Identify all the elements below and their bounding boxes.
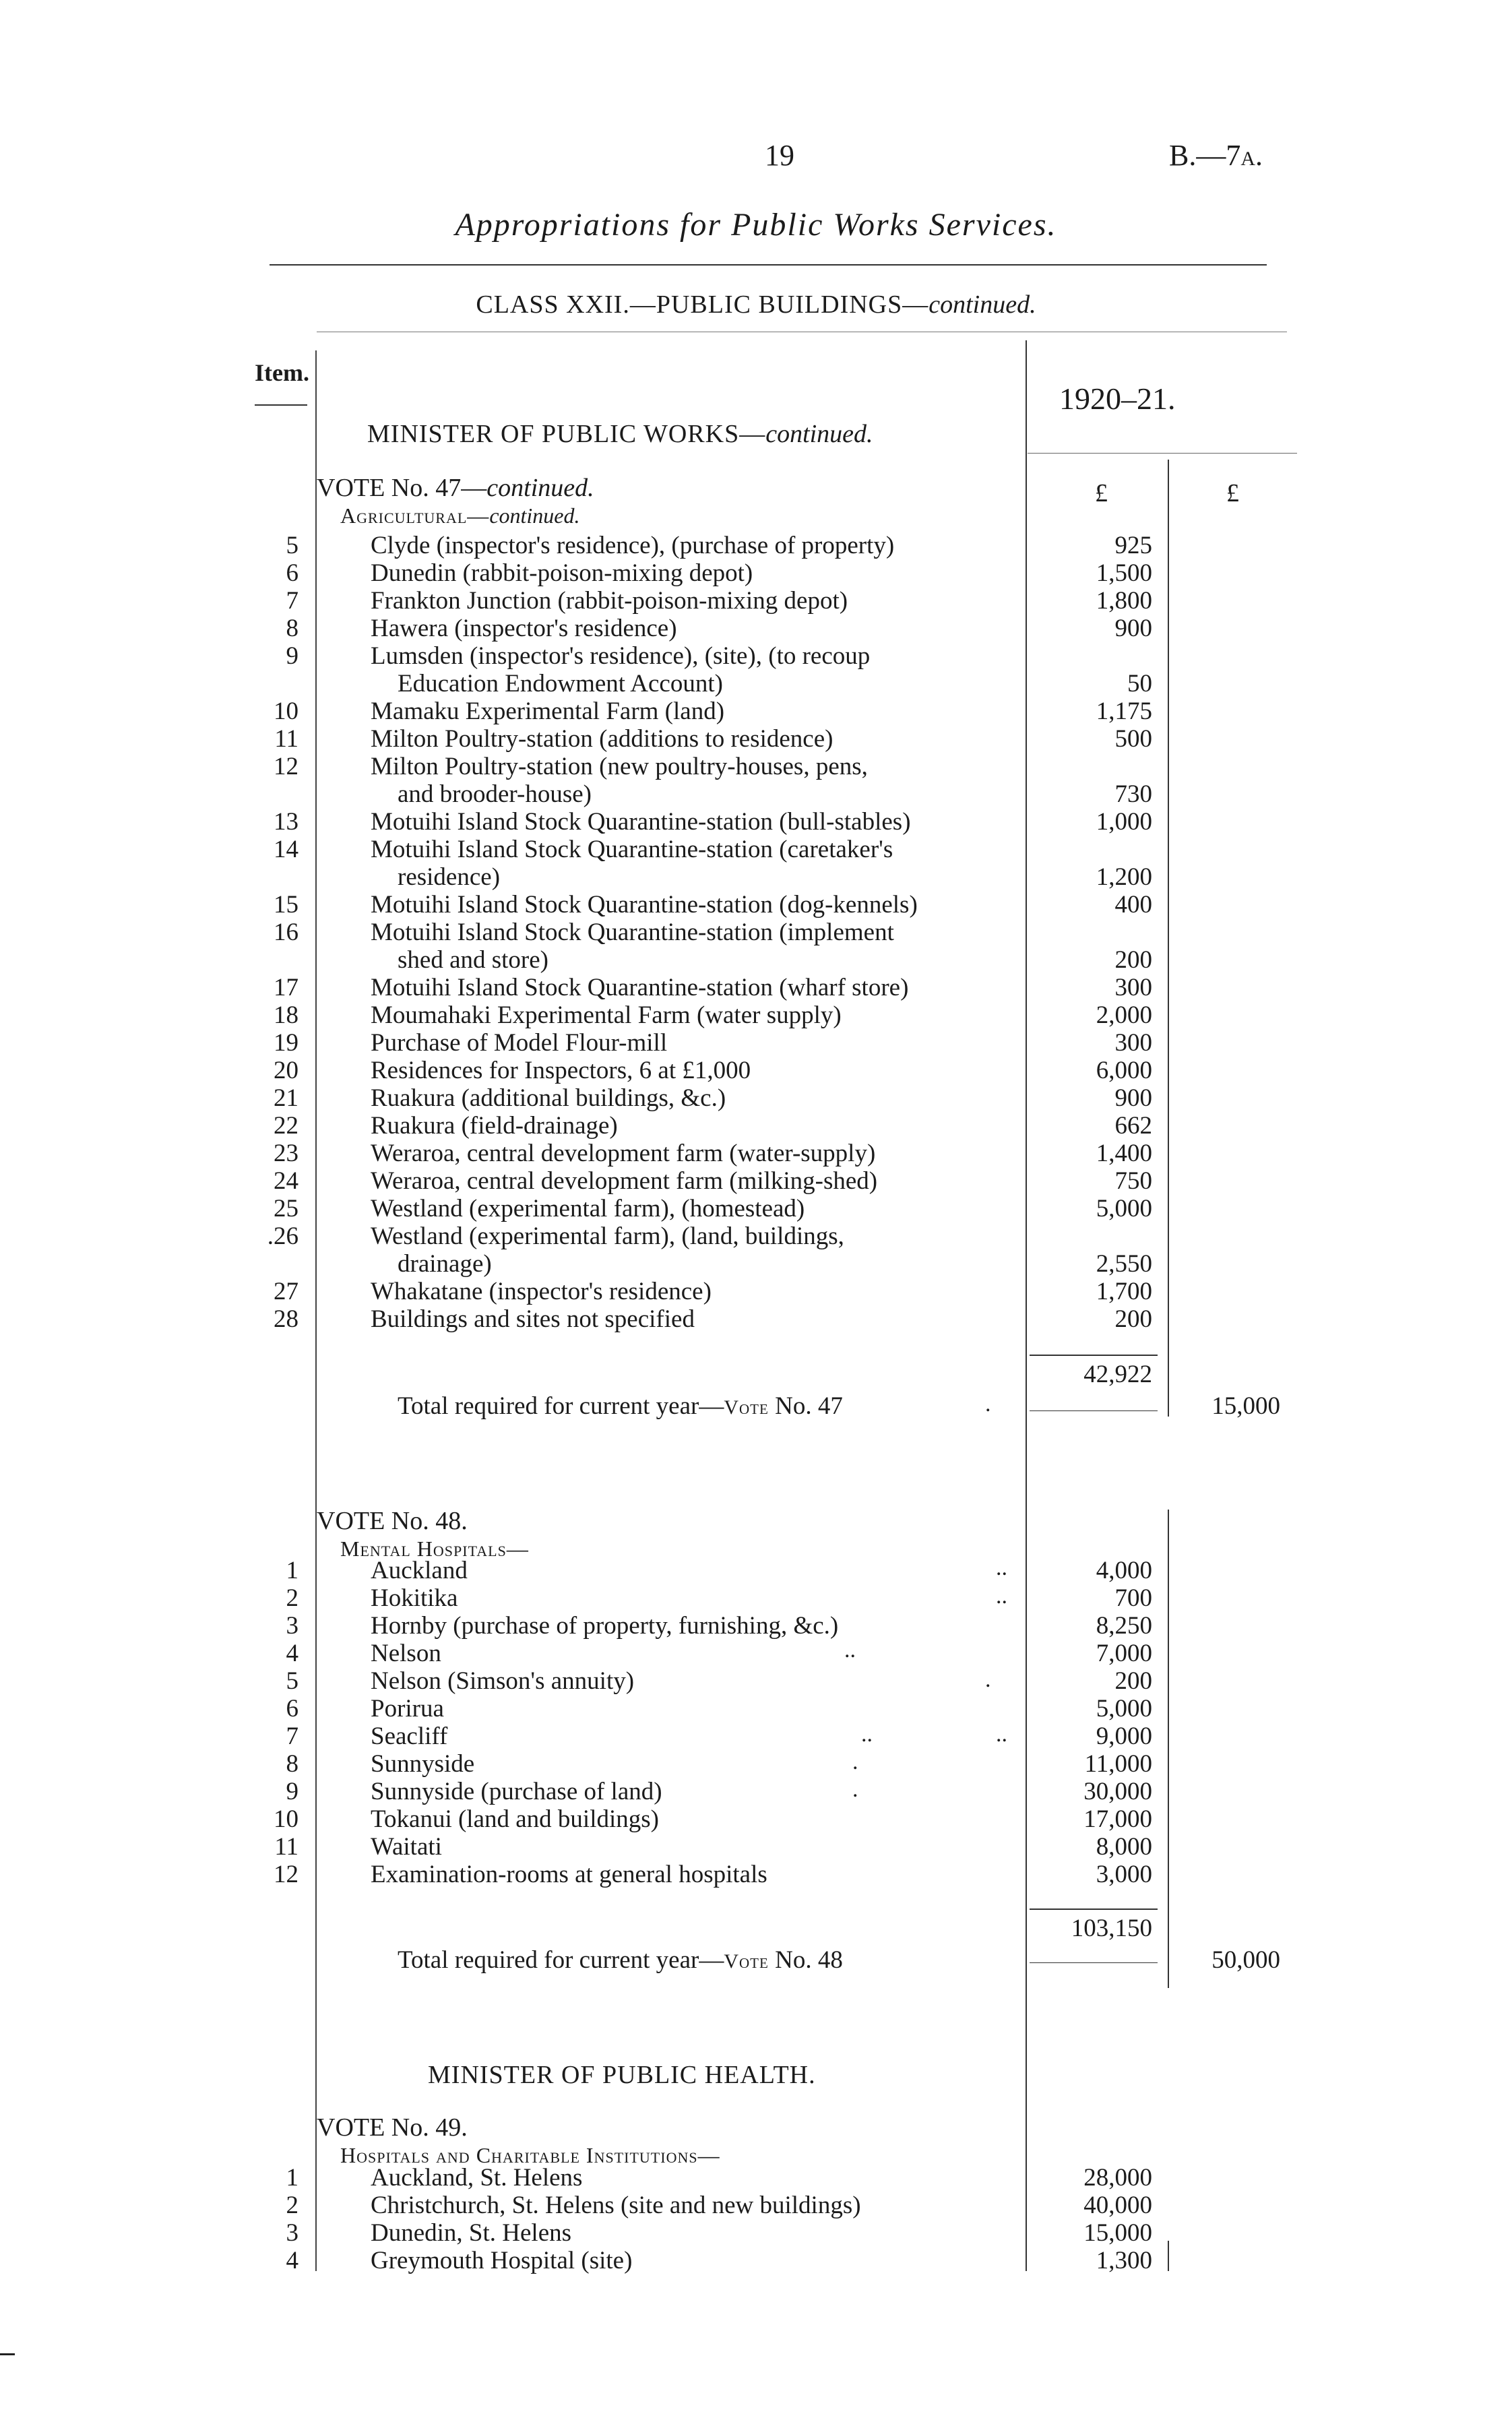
item-amount: 9,000 [1096, 1723, 1152, 1750]
item-description: Hokitika [371, 1584, 458, 1612]
item-number: 12 [274, 753, 298, 780]
item-number: 12 [274, 1861, 298, 1888]
table-row [0, 1278, 1512, 1306]
item-description: Motuihi Island Stock Quarantine-station (caretaker's [371, 836, 893, 863]
item-description: Hawera (inspector's residence) [371, 615, 677, 642]
item-amount: 700 [1114, 1584, 1152, 1612]
item-number: 20 [274, 1057, 298, 1084]
item-description: Ruakura (additional buildings, &c.) [371, 1084, 726, 1112]
total-vote-48-label: Total required for current year—Vote No. 48 [398, 1946, 843, 1974]
table-row [0, 836, 1512, 892]
total-vote-47-value: 15,000 [1211, 1392, 1280, 1420]
item-amount: 4,000 [1096, 1557, 1152, 1584]
item-number: 4 [286, 1640, 298, 1667]
table-row [0, 588, 1512, 615]
item-description: Sunnyside (purchase of land) [371, 1778, 662, 1805]
item-number: 6 [286, 559, 298, 587]
agricultural-subheading: Agricultural—continued. [340, 503, 580, 528]
mental-hospitals-subheading: Mental Hospitals— [340, 1537, 529, 1561]
item-amount: 1,175 [1096, 697, 1152, 725]
dot-leader: .. [996, 1584, 1007, 1609]
table-row [0, 919, 1512, 974]
hospitals-subheading: Hospitals and Charitable Institutions— [340, 2143, 720, 2167]
item-amount: 925 [1114, 532, 1152, 559]
item-number: 15 [274, 891, 298, 919]
item-description: Auckland, St. Helens [371, 2164, 583, 2192]
subtotal-rule-1 [1030, 1355, 1158, 1356]
table-row [0, 1723, 1512, 1751]
item-amount: 2,000 [1096, 1001, 1152, 1029]
subtotal-vote-47: 42,922 [1083, 1361, 1152, 1388]
item-description: Moumahaki Experimental Farm (water supply) [371, 1001, 842, 1029]
item-number: 11 [274, 1833, 298, 1861]
currency-symbol-1: £ [1095, 479, 1108, 507]
item-description: Ruakura (field-drainage) [371, 1112, 618, 1140]
title-rule [270, 264, 1267, 266]
page-number: 19 [765, 139, 794, 172]
item-number: 9 [286, 1778, 298, 1805]
item-amount: 7,000 [1096, 1640, 1152, 1667]
item-amount: 662 [1114, 1112, 1152, 1140]
item-number: 27 [274, 1278, 298, 1305]
item-amount: 750 [1114, 1167, 1152, 1195]
item-amount: 28,000 [1083, 2164, 1152, 2192]
item-description: Frankton Junction (rabbit-poison-mixing depot) [371, 587, 848, 615]
item-description: residence) [398, 863, 501, 891]
item-description: Weraroa, central development farm (milking-shed) [371, 1167, 878, 1195]
item-number: 8 [286, 615, 298, 642]
table-row [0, 892, 1512, 919]
subtotal-rule-2 [1030, 1909, 1158, 1910]
table-row [0, 1002, 1512, 1030]
item-description: Whakatane (inspector's residence) [371, 1278, 712, 1305]
item-description: Buildings and sites not specified [371, 1305, 695, 1333]
item-number: 4 [286, 2247, 298, 2274]
total-rule-1 [1030, 1410, 1158, 1411]
item-amount: 1,200 [1096, 863, 1152, 891]
table-row [0, 615, 1512, 643]
item-number: 17 [274, 974, 298, 1001]
item-number: 11 [274, 725, 298, 753]
table-row [0, 1113, 1512, 1140]
item-description: Nelson (Simson's annuity) [371, 1667, 635, 1695]
table-row [0, 753, 1512, 809]
item-description: Dunedin, St. Helens [371, 2219, 572, 2247]
item-amount: 11,000 [1084, 1750, 1152, 1778]
item-amount: 200 [1114, 946, 1152, 974]
vote-47-heading: VOTE No. 47—continued. [317, 474, 594, 502]
table-row [0, 1806, 1512, 1834]
item-number: 7 [286, 1723, 298, 1750]
item-description: Waitati [371, 1833, 442, 1861]
table-row [0, 1030, 1512, 1057]
minister-heading-works: MINISTER OF PUBLIC WORKS—continued. [367, 420, 873, 448]
item-amount: 8,250 [1096, 1612, 1152, 1640]
item-description: Education Endowment Account) [398, 670, 723, 697]
item-description: Tokanui (land and buildings) [371, 1805, 659, 1833]
item-amount: 1,800 [1096, 587, 1152, 615]
item-description: Motuihi Island Stock Quarantine-station (wharf store) [371, 974, 909, 1001]
dot-leader: . [852, 1777, 858, 1802]
table-row [0, 560, 1512, 588]
item-number: 9 [286, 642, 298, 670]
item-number: 16 [274, 919, 298, 946]
item-description: Sunnyside [371, 1750, 475, 1778]
item-amount: 15,000 [1083, 2219, 1152, 2247]
dot-leader: . [985, 1667, 991, 1692]
item-amount: 730 [1114, 780, 1152, 808]
item-number: 7 [286, 587, 298, 615]
table-row [0, 1640, 1512, 1668]
page-title: Appropriations for Public Works Services. [455, 207, 1057, 243]
table-row [0, 1613, 1512, 1640]
dot-leader: .. [996, 1722, 1007, 1747]
item-column-header: Item. [255, 359, 309, 386]
table-row [0, 1223, 1512, 1278]
item-description: Nelson [371, 1640, 441, 1667]
year-header-rule [1028, 453, 1297, 454]
item-description: Examination-rooms at general hospitals [371, 1861, 767, 1888]
table-row [0, 1834, 1512, 1861]
item-number: 5 [286, 1667, 298, 1695]
item-description: Weraroa, central development farm (water-supply) [371, 1140, 876, 1167]
item-description: Porirua [371, 1695, 444, 1723]
total-vote-47-label: Total required for current year—Vote No. 47 [398, 1392, 843, 1420]
item-amount: 300 [1114, 1029, 1152, 1057]
subtotal-vote-48: 103,150 [1071, 1915, 1152, 1942]
item-description: Residences for Inspectors, 6 at £1,000 [371, 1057, 751, 1084]
item-description: Milton Poultry-station (new poultry-houses, pens, [371, 753, 868, 780]
item-header-rule [255, 404, 307, 406]
item-number: 6 [286, 1695, 298, 1723]
item-description: Westland (experimental farm), (homestead) [371, 1195, 805, 1222]
item-number: 8 [286, 1750, 298, 1778]
table-row [0, 698, 1512, 726]
item-description: Lumsden (inspector's residence), (site), (to recoup [371, 642, 871, 670]
item-number: 10 [274, 1805, 298, 1833]
item-amount: 5,000 [1096, 1695, 1152, 1723]
item-number: 28 [274, 1305, 298, 1333]
item-amount: 40,000 [1083, 2192, 1152, 2219]
table-row [0, 1140, 1512, 1168]
item-number: 22 [274, 1112, 298, 1140]
table-row [0, 1668, 1512, 1696]
dot-leader: .. [996, 1555, 1007, 1580]
class-heading: CLASS XXII.—PUBLIC BUILDINGS—continued. [476, 290, 1036, 319]
item-number: 21 [274, 1084, 298, 1112]
item-amount: 50 [1127, 670, 1152, 697]
item-number: 13 [274, 808, 298, 836]
item-number: 1 [286, 1557, 298, 1584]
item-amount: 5,000 [1096, 1195, 1152, 1222]
item-amount: 1,700 [1096, 1278, 1152, 1305]
item-amount: 200 [1114, 1667, 1152, 1695]
item-amount: 3,000 [1096, 1861, 1152, 1888]
table-row [0, 1196, 1512, 1223]
item-number: 2 [286, 1584, 298, 1612]
table-row [0, 1696, 1512, 1723]
item-description: Seacliff [371, 1723, 448, 1750]
year-column-header: 1920–21. [1059, 381, 1176, 416]
item-description: Westland (experimental farm), (land, buildings, [371, 1222, 844, 1250]
margin-mark [0, 2353, 15, 2355]
table-row [0, 1557, 1512, 1585]
item-description: Greymouth Hospital (site) [371, 2247, 633, 2274]
dot-leader: .. [861, 1722, 873, 1747]
item-amount: 1,000 [1096, 808, 1152, 836]
item-amount: 400 [1114, 891, 1152, 919]
total-rule-2 [1030, 1962, 1158, 1963]
table-row [0, 1751, 1512, 1778]
dot-leader: . [852, 1749, 858, 1774]
item-number: .26 [267, 1222, 298, 1250]
item-amount: 1,400 [1096, 1140, 1152, 1167]
item-description: and brooder-house) [398, 780, 592, 808]
currency-symbol-2: £ [1226, 479, 1239, 507]
item-amount: 1,500 [1096, 559, 1152, 587]
item-number: 14 [274, 836, 298, 863]
item-description: Milton Poultry-station (additions to residence) [371, 725, 833, 753]
table-row [0, 2165, 1512, 2192]
item-description: Mamaku Experimental Farm (land) [371, 697, 725, 725]
item-description: Motuihi Island Stock Quarantine-station (dog-kennels) [371, 891, 918, 919]
item-description: Purchase of Model Flour-mill [371, 1029, 668, 1057]
item-description: shed and store) [398, 946, 548, 974]
vote-49-heading: VOTE No. 49. [317, 2113, 468, 2142]
table-row [0, 1778, 1512, 1806]
dot-leader: .. [844, 1638, 856, 1663]
item-number: 1 [286, 2164, 298, 2192]
table-row [0, 1057, 1512, 1085]
table-row [0, 726, 1512, 753]
table-row [0, 1085, 1512, 1113]
item-number: 19 [274, 1029, 298, 1057]
item-description: Motuihi Island Stock Quarantine-station (bull-stables) [371, 808, 911, 836]
table-row [0, 532, 1512, 560]
item-description: Clyde (inspector's residence), (purchase of property) [371, 532, 895, 559]
item-number: 24 [274, 1167, 298, 1195]
table-row [0, 1306, 1512, 1334]
item-amount: 200 [1114, 1305, 1152, 1333]
total-vote-48-value: 50,000 [1211, 1946, 1280, 1974]
item-amount: 17,000 [1083, 1805, 1152, 1833]
item-description: Christchurch, St. Helens (site and new buildings) [371, 2192, 861, 2219]
item-number: 23 [274, 1140, 298, 1167]
table-row [0, 809, 1512, 836]
minister-heading-health: MINISTER OF PUBLIC HEALTH. [428, 2061, 816, 2089]
table-row [0, 2220, 1512, 2247]
table-row [0, 2247, 1512, 2275]
item-number: 3 [286, 1612, 298, 1640]
table-row [0, 643, 1512, 698]
item-number: 10 [274, 697, 298, 725]
item-description: Dunedin (rabbit-poison-mixing depot) [371, 559, 753, 587]
item-amount: 6,000 [1096, 1057, 1152, 1084]
item-amount: 8,000 [1096, 1833, 1152, 1861]
item-number: 3 [286, 2219, 298, 2247]
table-row [0, 1168, 1512, 1196]
table-row [0, 974, 1512, 1002]
item-number: 2 [286, 2192, 298, 2219]
item-amount: 900 [1114, 1084, 1152, 1112]
item-description: Motuihi Island Stock Quarantine-station (implement [371, 919, 894, 946]
item-number: 18 [274, 1001, 298, 1029]
item-description: Auckland [371, 1557, 468, 1584]
item-description: drainage) [398, 1250, 492, 1278]
dot-leader: . [985, 1392, 991, 1417]
item-amount: 900 [1114, 615, 1152, 642]
table-row [0, 1585, 1512, 1613]
vote-48-heading: VOTE No. 48. [317, 1507, 468, 1535]
item-amount: 300 [1114, 974, 1152, 1001]
item-amount: 500 [1114, 725, 1152, 753]
item-number: 5 [286, 532, 298, 559]
report-reference: B.—7A. [1169, 139, 1263, 172]
item-amount: 1,300 [1096, 2247, 1152, 2274]
item-number: 25 [274, 1195, 298, 1222]
item-description: Hornby (purchase of property, furnishing, &c.) [371, 1612, 839, 1640]
item-amount: 30,000 [1083, 1778, 1152, 1805]
table-row [0, 1861, 1512, 1889]
table-row [0, 2192, 1512, 2220]
item-amount: 2,550 [1096, 1250, 1152, 1278]
